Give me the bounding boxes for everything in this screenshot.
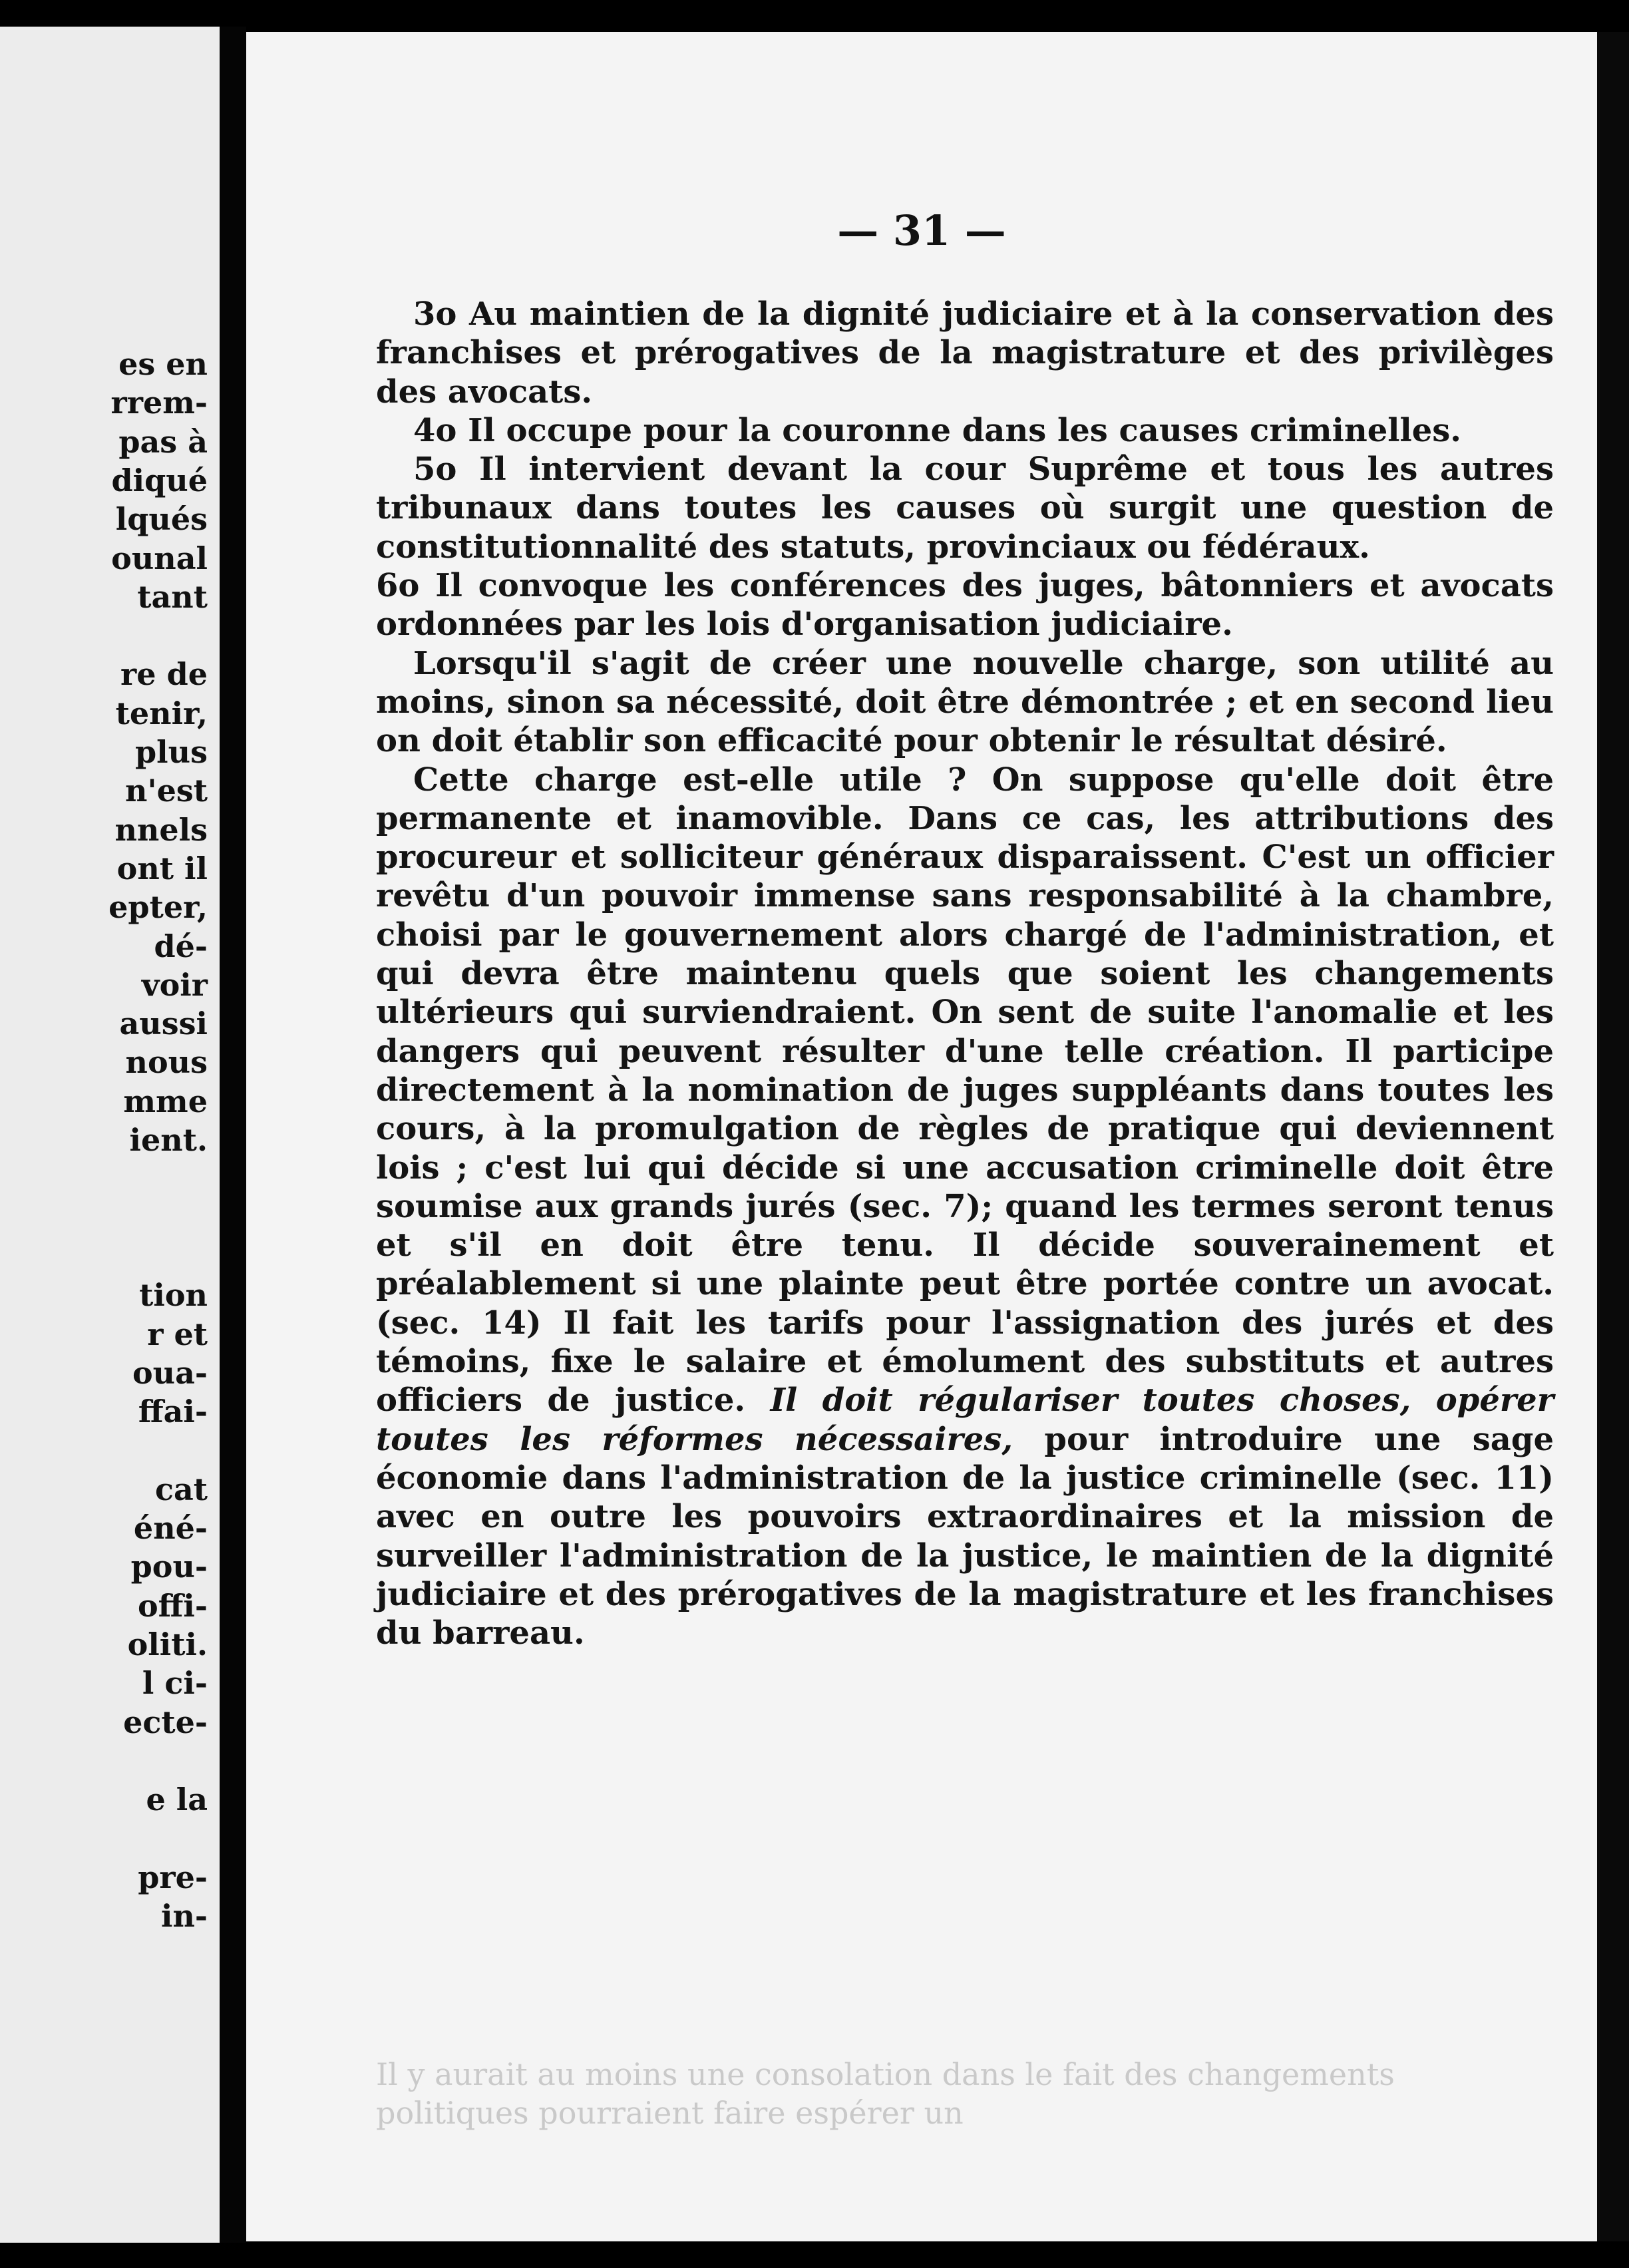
left-fragment-line: ffai- [138,1394,208,1430]
left-fragment-line: epter, [108,889,208,926]
left-fragment-line: ient. [129,1122,208,1158]
left-fragment-line: tion [139,1277,208,1314]
left-fragment-line: tant [137,578,208,615]
left-fragment-line: tenir, [115,695,208,731]
left-fragment-line: oliti. [127,1626,208,1662]
left-fragment-line: plus [135,734,208,770]
paragraph-6-main: Cette charge est-elle utile ? On suppose qu'elle doit être permanente et inamovible. Dans ce cas, les attributions des procureur et solliciteur généraux disparaissent. C'est un officier revêtu d'un pouvoir immense sans responsabilité à la chambre, choisi par le gouvernement alors chargé de l'administration, et qui devra être maintenu quels que soient les changements ultérieurs qui surviendraient. On sent de suite l'anomalie et les dangers qui peuvent résulter d'une telle création. Il participe directement à la nomination de juges suppléants dans toutes les cours, à la promulgation de règles de pratique qui deviennent lois ; c'est lui qui décide si une accusation criminelle doit être soumise aux grands jurés (sec. 7); quand les termes seront tenus et s'il en doit être tenu. Il décide souverainement et préalablement si une plainte peut être portée contre un avocat. (sec. 14) Il fait les tarifs pour l'assignation des jurés et des témoins, fixe le salaire et émolument des substituts et autres officiers de justice. [376,761,1554,1419]
left-fragment-line: mme [123,1083,208,1119]
left-fragment-line: in- [160,1898,208,1934]
body-text [376,295,1554,1652]
paragraph-6-tail: pour introduire une sage économie dans l'administration de la justice criminelle (sec. 11) avec en outre les pouvoirs extraordinaires et la mission de surveiller l'administration de la justice, le maintien de la dignité judiciaire et des prérogatives de la magistrature et les franchises du barreau. [376,1420,1554,1652]
left-fragment-line: oua- [132,1354,208,1391]
left-fragment-line: dé- [154,928,208,964]
paragraph-6-italic: Il doit régulariser toutes choses, opérer toutes les réformes nécessaires, [376,1382,1554,1458]
left-page-fragment [0,27,220,2243]
paragraph-5: Lorsqu'il s'agit de créer une nouvelle charge, son utilité au moins, sinon sa nécessité, doit être démontrée ; et en second lieu on doit établir son efficacité pour obtenir le résultat désiré. [376,644,1554,760]
paragraph-4: 6o Il convoque les conférences des juges, bâtonniers et avocats ordonnées par les lois d'organisation judiciaire. [376,567,1554,644]
paragraph-2: 4o Il occupe pour la couronne dans les causes criminelles. [413,411,1461,449]
left-fragment-line: pas à [118,423,208,460]
left-fragment-line: e la [146,1782,208,1818]
left-fragment-line: éné- [133,1510,208,1546]
right-page [246,32,1597,2241]
left-fragment-line: rrem- [110,385,208,421]
right-edge-shadow [1597,32,1629,2241]
left-fragment-line: ecte- [123,1704,208,1740]
left-fragment-line: pou- [130,1549,208,1585]
bleed-through-text: Il y aurait au moins une consolation dans le fait des changements politiques pourraient faire espérer un [376,2056,1395,2131]
left-fragment-line: ounal [111,540,208,576]
left-fragment-line: lqués [115,501,208,538]
left-fragment-line: diqué [111,462,208,498]
paragraph-3: 5o Il intervient devant la cour Suprême et tous les autres tribunaux dans toutes les causes où surgit une question de constitutionnalité des statuts, provinciaux ou fédéraux. [376,451,1554,566]
left-fragment-line: n'est [125,773,208,809]
left-fragment-line: aussi [119,1006,208,1042]
paragraph-1: 3o Au maintien de la dignité judiciaire et à la conservation des franchises et prérogatives de la magistrature et des privilèges des avocats. [376,295,1554,411]
paragraph-6 [376,761,1554,1653]
left-fragment-line: offi- [137,1587,208,1624]
book-gutter [220,27,246,2243]
left-fragment-line: re de [120,656,208,693]
left-fragment-line: nnels [114,811,208,848]
left-fragment-line: ont il [116,850,208,886]
left-fragment-line: es en [118,346,208,382]
left-fragment-line: pre- [138,1859,208,1895]
left-fragment-line: r et [147,1316,208,1352]
left-fragment-line: nous [125,1044,208,1081]
page-number: — 31 — [837,206,1006,255]
left-fragment-line: l ci- [142,1665,208,1702]
left-fragment-line: cat [154,1471,208,1507]
left-fragment-line: voir [141,966,208,1003]
